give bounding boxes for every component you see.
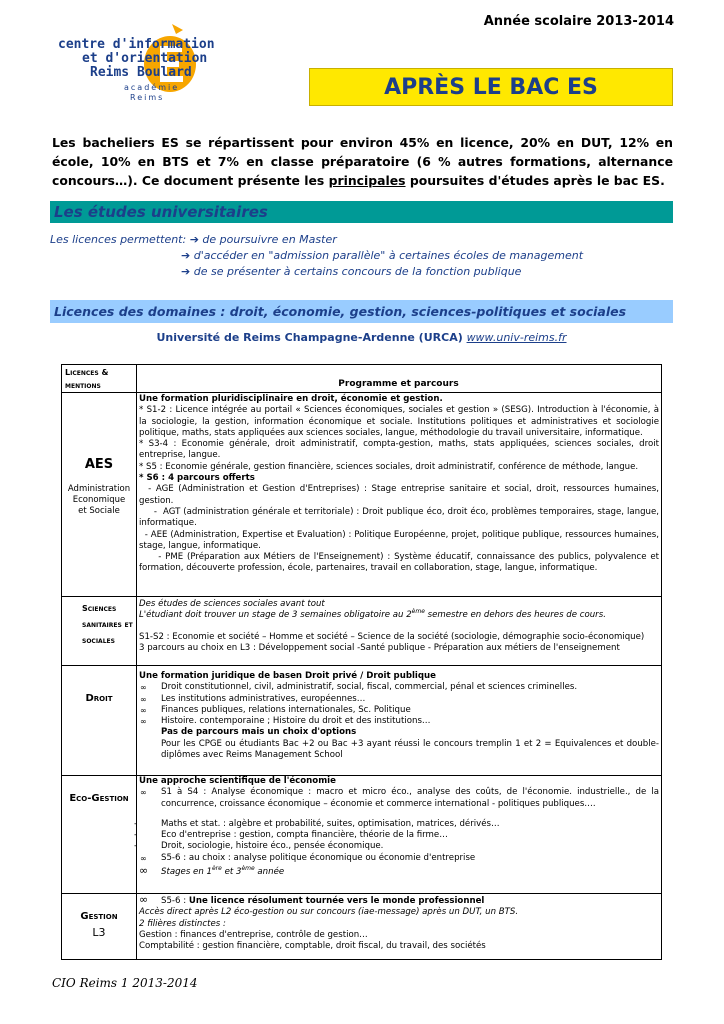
arrow-right-icon: ➔ bbox=[189, 233, 203, 246]
gestion-text-1 bbox=[139, 896, 659, 907]
intro-paragraph bbox=[52, 133, 673, 190]
page-title: APRÈS LE BAC ES bbox=[309, 68, 673, 106]
intro-underlined: principales bbox=[328, 173, 406, 188]
ecogestion-stages bbox=[139, 867, 659, 878]
sss-text-3: S1-S2 : Economie et société – Homme et société – Science de la société (sociologie, démographie socio-économique) bbox=[139, 631, 645, 642]
university-link[interactable]: www.univ-reims.fr bbox=[466, 331, 567, 344]
aes-content bbox=[139, 394, 662, 575]
stages-c: année bbox=[254, 867, 285, 878]
droit-code: Droit bbox=[85, 693, 113, 704]
table-header-right: Programme et parcours bbox=[338, 379, 459, 389]
sss-line-1: Sciences bbox=[82, 604, 117, 613]
droit-label bbox=[62, 693, 136, 704]
licence-item-3: de se présenter à certains concours de la fonction publique bbox=[193, 265, 522, 278]
sss-content bbox=[139, 599, 659, 654]
logo-text-line2: et d'orientation bbox=[82, 51, 208, 66]
ecogestion-dash-1: - Maths et stat. : algèbre et probabilité, suites, optimisation, matrices, dérivés… bbox=[139, 819, 659, 830]
aes-code: AES bbox=[84, 457, 114, 472]
aes-parcours-2: - AGT (administration générale et territoriale) : Droit publique éco, droit éco, problèmes temporaires, stage, langue, informatique. bbox=[139, 506, 662, 529]
ecogestion-dash-3: - Droit, sociologie, histoire éco., pensée économique. bbox=[139, 841, 659, 852]
aes-subtitle bbox=[62, 484, 136, 517]
licence-item-2: d'accéder en "admission parallèle" à certaines écoles de management bbox=[193, 249, 584, 262]
header-licences: Licences & bbox=[65, 368, 109, 377]
droit-content bbox=[139, 671, 659, 761]
gestion-content bbox=[139, 896, 659, 952]
header-mentions: mentions bbox=[65, 381, 101, 390]
sss-text-2-sup: ème bbox=[411, 608, 425, 616]
table-row-divider bbox=[62, 392, 661, 393]
table-row-divider bbox=[62, 596, 661, 597]
droit-bullet-2: ∞ Les institutions administratives, européennes… bbox=[139, 694, 659, 705]
aes-s34: * S3-4 : Economie générale, droit administratif, compta-gestion, maths, stats appliquées, sciences sociales, droit entreprise, langue. bbox=[139, 439, 659, 461]
stages-sup-1: ère bbox=[211, 865, 222, 873]
ecogestion-label bbox=[62, 793, 136, 804]
aes-parcours-3: - AEE (Administration, Expertise et Evaluation) : Politique Européenne, projet, politique publique, ressources humaines, stage, langue, informatique. bbox=[139, 529, 662, 551]
sss-line-2: sanitaires et bbox=[82, 620, 133, 629]
aes-s6: * S6 : 4 parcours offerts bbox=[139, 473, 255, 484]
ecogestion-content bbox=[139, 776, 659, 878]
stages-b: et 3 bbox=[221, 867, 242, 878]
gestion-text-1a: S5-6 : bbox=[161, 896, 189, 906]
aes-parcours-1: - AGE (Administration et Gestion d'Entreprises) : Stage entreprise sanitaire et social, droit, ressources humaines, gestion. bbox=[139, 484, 662, 506]
sss-text-1: Des études de sciences sociales avant tout bbox=[139, 599, 325, 609]
licence-item-1: de poursuivre en Master bbox=[202, 233, 337, 246]
sss-text-2b: semestre en dehors des heures de cours. bbox=[424, 610, 606, 621]
spacer bbox=[139, 622, 659, 632]
gestion-level: L3 bbox=[92, 926, 106, 939]
ecogestion-dash-2: - Eco d'entreprise : gestion, compta financière, théorie de la firme… bbox=[139, 830, 659, 841]
aes-sub-1: Administration bbox=[67, 484, 131, 494]
droit-bullet-1: ∞ Droit constitutionnel, civil, administratif, social, fiscal, commercial, pénal et sciences criminelles. bbox=[139, 682, 659, 693]
droit-bullet-3: ∞ Finances publiques, relations internationales, Sc. Politique bbox=[139, 705, 659, 716]
sss-line-3: sociales bbox=[82, 636, 115, 645]
logo-text-line1: centre d'information bbox=[58, 37, 215, 52]
section-title: Les études universitaires bbox=[54, 203, 268, 221]
stages-sup-2: ème bbox=[241, 865, 255, 873]
ecogestion-code: Eco-Gestion bbox=[69, 793, 129, 804]
droit-options: Pas de parcours mais un choix d'options bbox=[161, 727, 357, 738]
licences-lead-text: Les licences permettent: bbox=[50, 233, 190, 246]
school-year: Année scolaire 2013-2014 bbox=[483, 14, 674, 29]
spacer bbox=[139, 810, 659, 819]
ecogestion-title: Une approche scientifique de l'économie bbox=[139, 776, 336, 786]
gestion-label bbox=[62, 911, 136, 939]
arrow-right-icon: ➔ bbox=[181, 265, 194, 278]
university-line bbox=[50, 331, 673, 344]
licence-line-3 bbox=[181, 264, 521, 280]
arrow-right-icon: ➔ bbox=[181, 249, 194, 262]
aes-sub-2: Economique bbox=[72, 495, 126, 505]
aes-parcours-4: - PME (Préparation aux Métiers de l'Enseignement) : Système éducatif, connaissance des publics, polyvalence et formation, découverte profession, école, partenaires, travail en collaboration, stage, langue, informatique. bbox=[139, 552, 662, 574]
sss-text-2a: L'étudiant doit trouver un stage de 3 semaines obligatoire au 2 bbox=[139, 610, 412, 621]
table-row-divider bbox=[62, 893, 661, 894]
ecogestion-bullet-2: ∞ S5-6 : au choix : analyse politique économique ou économie d'entreprise bbox=[139, 853, 659, 864]
gestion-text-2: Accès direct après L2 éco-gestion ou sur concours (iae-message) après un DUT, un BTS. bbox=[139, 907, 519, 918]
footer: CIO Reims 1 2013-2014 bbox=[52, 976, 198, 990]
table-header-left bbox=[62, 366, 139, 392]
gestion-text-4: Gestion : finances d'entreprise, contrôle de gestion… bbox=[139, 929, 368, 940]
intro-text-2: poursuites d'études après le bac ES. bbox=[405, 173, 665, 188]
gestion-code: Gestion bbox=[80, 911, 118, 922]
sss-text-4: 3 parcours au choix en L3 : Développement social -Santé publique - Préparation aux métiers de l'enseignement bbox=[139, 642, 620, 653]
droit-title: Une formation juridique de basen Droit privé / Droit publique bbox=[139, 671, 436, 681]
table-column-divider bbox=[136, 365, 137, 959]
sss-text-2 bbox=[139, 610, 659, 621]
gestion-text-1b: Une licence résolument tournée vers le monde professionnel bbox=[188, 896, 485, 906]
gestion-text-5: Comptabilité : gestion financière, comptable, droit fiscal, du travail, des sociétés bbox=[139, 941, 486, 952]
stages-a: Stages en 1 bbox=[161, 867, 212, 878]
logo-text-line5: Reims bbox=[130, 93, 165, 102]
aes-title: Une formation pluridisciplinaire en droit, économie et gestion. bbox=[139, 394, 443, 404]
table-row-divider bbox=[62, 665, 661, 666]
logo-text-line4: académie bbox=[124, 83, 180, 92]
aes-s5: * S5 : Economie générale, gestion financière, sciences sociales, droit administratif, conférence de méthode, langue. bbox=[139, 461, 639, 472]
university-name: Université de Reims Champagne-Ardenne (URCA) bbox=[156, 331, 467, 344]
aes-label bbox=[62, 451, 136, 517]
aes-s12: * S1-2 : Licence intégrée au portail « Sciences économiques, sociales et gestion » (SESG). Introduction à l'économie, à la sociologie, la gestion, information économique et sociale. Institutions politiques et administratives et sociologie politique, maths, stats appliquées aux sciences sociales, langue, méthodologie du travail universitaire, informatique. bbox=[139, 405, 659, 438]
cio-logo bbox=[52, 20, 215, 110]
logo-text-line3: Reims Boulard bbox=[90, 65, 192, 80]
section-banner bbox=[50, 201, 673, 223]
licences-lead bbox=[50, 232, 337, 248]
gestion-text-3: 2 filières distinctes : bbox=[139, 918, 226, 929]
intro-text-1: Les bacheliers ES se répartissent pour environ 45% en licence, 20% en DUT, 12% en école, 10% en BTS et 7% en classe préparatoire (6 % autres formations, alternance concours…). Ce document présente les bbox=[52, 135, 673, 188]
ecogestion-bullet-1: ∞ S1 à S4 : Analyse économique : macro et micro éco., analyse des coûts, de l'économie. industrielle., de la concurrence, croissance économique – économie et commerce international - politiques publiques…. bbox=[139, 787, 659, 810]
licences-table bbox=[61, 364, 662, 960]
domain-title: Licences des domaines : droit, économie, gestion, sciences-politiques et sociales bbox=[54, 304, 627, 319]
droit-cpge: Pour les CPGE ou étudiants Bac +2 ou Bac +3 ayant réussi le concours tremplin 1 et 2 = Equivalences et double-diplômes avec Reims Management School bbox=[161, 738, 659, 761]
aes-sub-3: et Sociale bbox=[78, 506, 120, 516]
licence-line-2 bbox=[181, 248, 583, 264]
domain-banner bbox=[50, 300, 673, 323]
droit-bullet-4: ∞ Histoire. contemporaine ; Histoire du droit et des institutions… bbox=[139, 716, 659, 727]
